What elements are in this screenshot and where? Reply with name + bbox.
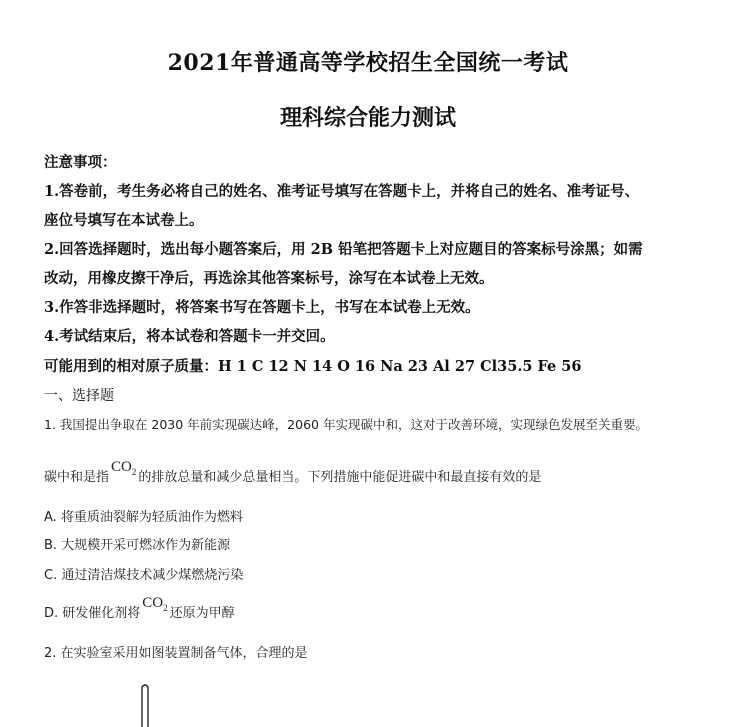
- question-1-stem-line-2: [44, 459, 542, 487]
- question-1-option-d[interactable]: [44, 595, 235, 623]
- question-1-option-a[interactable]: A. 将重质油裂解为轻质油作为燃料: [44, 510, 243, 525]
- option-d-prefix: D. 研发催化剂将: [44, 606, 141, 621]
- question-2-stem: 2. 在实验室采用如图装置制备气体，合理的是: [44, 646, 308, 661]
- notice-item-3: 3.作答非选择题时，将答案书写在答题卡上，书写在本试卷上无效。: [44, 299, 480, 316]
- notice-item-1-line-2: 座位号填写在本试卷上。: [44, 212, 204, 229]
- co2-formula: $CO_2$: [111, 459, 137, 477]
- atomic-masses: 可能用到的相对原子质量：H 1 C 12 N 14 O 16 Na 23 Al 27 Cl35.5 Fe 56: [44, 358, 582, 375]
- apparatus-tube-icon: [140, 683, 150, 727]
- co2-formula: $CO_2$: [142, 595, 168, 613]
- notice-item-2-line-2: 改动，用橡皮擦干净后，再选涂其他答案标号，涂写在本试卷上无效。: [44, 270, 494, 287]
- section-heading: 一、选择题: [44, 388, 114, 404]
- option-d-suffix: 还原为甲醇: [169, 606, 235, 621]
- question-1-stem-suffix: 的排放总量和减少总量相当。下列措施中能促进碳中和最直接有效的是: [138, 470, 542, 485]
- notice-item-4: 4.考试结束后，将本试卷和答题卡一并交回。: [44, 328, 335, 345]
- question-1-stem-line-1: 1. 我国提出争取在 2030 年前实现碳达峰，2060 年实现碳中和，这对于改善环境，实现绿色发展至关重要。: [44, 417, 648, 432]
- question-1-option-c[interactable]: C. 通过清洁煤技术减少煤燃烧污染: [44, 568, 244, 583]
- notice-heading: 注意事项：: [44, 154, 117, 171]
- question-1-stem-prefix: 碳中和是指: [44, 470, 110, 485]
- question-1-option-b[interactable]: B. 大规模开采可燃冰作为新能源: [44, 538, 231, 553]
- notice-item-1-line-1: 1.答卷前，考生务必将自己的姓名、准考证号填写在答题卡上，并将自己的姓名、准考证号、: [44, 183, 640, 200]
- notice-item-2-line-1: 2.回答选择题时，选出每小题答案后，用 2B 铅笔把答题卡上对应题目的答案标号涂黑；如需: [44, 241, 643, 258]
- exam-subtitle: 理科综合能力测试: [279, 105, 456, 131]
- exam-title: 2021年普通高等学校招生全国统一考试: [167, 50, 569, 76]
